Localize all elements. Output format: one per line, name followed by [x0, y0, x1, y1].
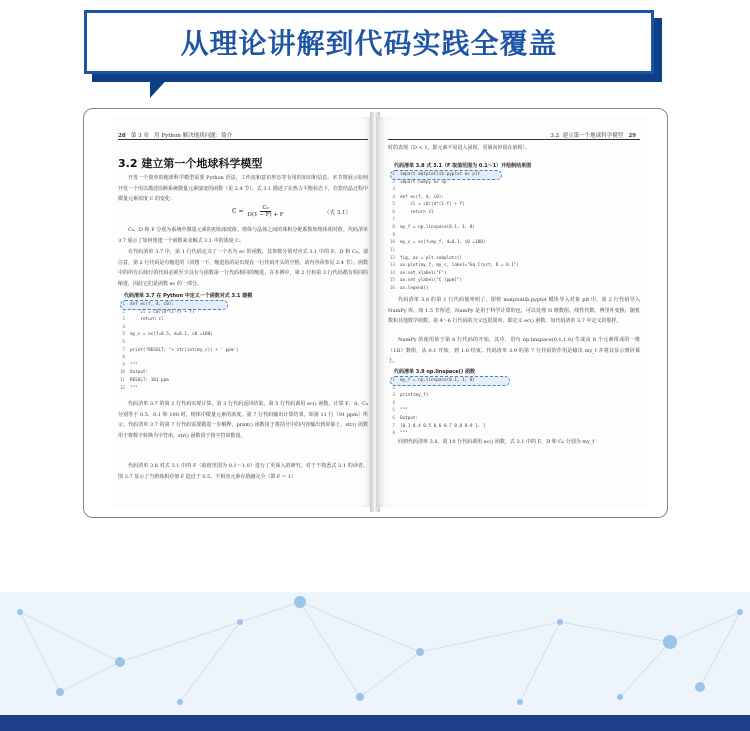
code-line — [118, 362, 358, 370]
left-header-rule — [118, 139, 368, 140]
code-line-text: ax.set_xlabel("F") — [400, 270, 447, 276]
formula-denominator: D(1 − F) + F — [247, 212, 284, 218]
code-line-text: my_f = np.linspace(0.1, 1, 8) — [400, 378, 476, 383]
code-line-number: 2 — [122, 309, 125, 315]
code-line — [118, 301, 358, 309]
code-line — [388, 186, 638, 194]
code-listing-3-8 — [388, 171, 638, 293]
banner-tail — [150, 74, 172, 98]
code-line-text: [0.1 0.4 0.5 0.6 0.7 0.8 0.9 1. ] — [400, 423, 486, 429]
code-line-text: def ec(f, d, c0): — [130, 302, 174, 307]
code-line — [118, 324, 358, 332]
code-line-text: Output: — [130, 370, 149, 376]
code-line — [118, 354, 358, 362]
code-line-text: ax.plot(my_f, my_c, label="Eq Cryst, D = 0.1") — [400, 263, 519, 269]
code-listing-3-9 — [388, 377, 638, 438]
left-paragraph-2: C₀、D 和 F 分别为系统中微量元素的初始浓度值、熔体与晶体之间的体积分配系数和熔体相对值。代码清单 3.7 展示了如何创建一个函数来求解式 3.1 中的浓度 C。 — [118, 227, 368, 244]
code-line-text: cl = c0/(d*(1-f) + f) — [130, 309, 195, 315]
code-line-text: """ — [130, 362, 138, 368]
code-line — [118, 309, 358, 317]
banner-title: 从理论讲解到代码实践全覆盖 — [180, 27, 558, 60]
code-line-number: 7 — [392, 217, 395, 223]
formula-label: （式 3.1） — [324, 210, 351, 216]
code-line-text: fig, ax = plt.subplots() — [400, 255, 463, 261]
code-line — [388, 232, 638, 240]
code-line — [388, 407, 638, 415]
code-line — [388, 194, 638, 202]
left-page-number: 28 — [118, 133, 126, 139]
right-page — [376, 117, 646, 507]
code-line — [388, 392, 638, 400]
code-line-text: RESULT: 181 ppm — [130, 377, 169, 383]
code-line-text: print(my_f) — [400, 393, 429, 399]
code-line-text: import numpy as np — [400, 179, 447, 185]
code-line-text: """ — [400, 408, 408, 414]
code-line-number: 7 — [122, 347, 125, 353]
right-section-title: 建立第一个地球科学模型 — [562, 133, 624, 139]
right-header-rule — [388, 139, 640, 140]
code-line — [388, 415, 638, 423]
code-line-text: def ec(f, d, c0): — [400, 194, 444, 200]
code-line — [388, 217, 638, 225]
code-line — [118, 347, 358, 355]
code-caption-3-8: 代码清单 3.8 式 3.1（F 取值范围为 0.1～1）并绘制结果图 — [394, 163, 532, 169]
decorative-network-background — [0, 592, 750, 715]
code-line-number: 5 — [122, 332, 125, 338]
right-paragraph-1: 时的表现（D < 1，即元素不易进入固相，更倾向停留在液相）。 — [388, 145, 531, 151]
code-line-number: 12 — [389, 255, 395, 261]
code-line — [388, 209, 638, 217]
code-line-number: 1 — [122, 302, 125, 307]
code-line — [388, 423, 638, 431]
code-line-text: """ — [400, 431, 408, 437]
code-listing-3-7 — [118, 301, 358, 392]
code-line-number: 3 — [122, 317, 125, 323]
code-line-number: 13 — [389, 263, 395, 269]
code-line-number: 3 — [392, 393, 395, 399]
left-paragraph-5: 代码清单 3.8 对式 3.1 中的 F（取值范围为 0.1～1.0）进行了更深入的研究。对于不熟悉式 3.1 的读者，图 3.7 显示了当熔体相对值 F 趋近于 0.5，不相容元素在熔融完全（即 F = 1） — [118, 463, 368, 480]
code-caption-3-7: 代码清单 3.7 在 Python 中定义一个函数对式 3.1 建模 — [124, 293, 253, 299]
formula-lhs: C = — [232, 208, 244, 215]
code-line — [388, 201, 638, 209]
code-line-text: my_c = ec(f=my_f, d=0.1, c0 =100) — [400, 240, 486, 246]
code-line-number: 6 — [392, 415, 395, 421]
code-line-text: Output: — [400, 415, 419, 421]
left-book-title: 用 Python 解决地质问题：简介 — [154, 133, 233, 139]
code-line-number: 16 — [389, 285, 395, 291]
network-graphic — [0, 592, 750, 715]
code-line-number: 6 — [392, 209, 395, 215]
code-line-number: 15 — [389, 278, 395, 284]
left-page — [112, 117, 374, 507]
code-line-number: 11 — [119, 377, 125, 383]
code-line — [388, 247, 638, 255]
left-paragraph-4: 代码清单 3.7 的第 2 行代码实现计算，第 3 行代码返回结果。第 5 行代码调用 ec() 函数，计算 F、d、C₀ 分别等于 0.5、0.1 和 100 时，熔体中微量元素的浓度。第 7 行代码输出计算结果，如第 11 行（91 ppm）所示。代码清单 3.7 的第 7 行代码需要做进一步解释，print() 函数用于将括号中的内容输出到屏幕上，str() 函数用于将数字转换为字符串，str() 函数用于将字符串数量。 — [118, 401, 368, 439]
code-line-text: print("RESULT: "+ str(int(my_c)) + ' ppm') — [130, 347, 239, 353]
code-line-number: 8 — [392, 431, 395, 437]
code-line — [388, 285, 638, 293]
code-line-number: 1 — [392, 378, 395, 383]
right-page-number: 29 — [628, 133, 636, 139]
code-line — [118, 377, 358, 385]
code-line — [118, 369, 358, 377]
code-line-number: 4 — [392, 400, 395, 406]
code-line-text: my_c = ec(f=0.5, d=0.1, c0 =100) — [130, 332, 213, 338]
formula-3-1 — [232, 205, 284, 218]
right-paragraph-2: 代码清单 3.8 的第 1 行代码簇率明了，即将 matplotlib.pyplot 模块导入对象 plt 中，第 2 行代码导入 NumPy 库。如 1.5 节所述，NumPy 是用于科学计算的包，可以处理 N 维数组、线性代数、傅里叶变换、随机数和其他数学函数。第 4～6 行代码的含义也很简单，即定义 ec() 函数，如代码清单 3.7 中定义的那样。 — [388, 297, 640, 324]
code-line-text: ax.set_ylabel("C [ppm]") — [400, 278, 463, 284]
code-line-number: 14 — [389, 270, 395, 276]
code-line-text: return cl — [130, 317, 164, 323]
code-line — [118, 339, 358, 347]
code-line-text: cl = c0/(d*(1-f) + f) — [400, 202, 465, 208]
formula-fraction — [248, 205, 284, 218]
code-line-text: my_f = np.linspace(0.1, 1, 8) — [400, 225, 476, 231]
code-line — [388, 179, 638, 187]
code-line-number: 3 — [392, 187, 395, 193]
code-line — [118, 385, 358, 393]
right-paragraph-3: NumPy 的使用始于第 8 行代码的开始，其中，语句 np.linspace(0.1,1.0) 生成由 8 个元素组成的一维（1D）数组，从 0.1 开始，到 1.0 结束。代码清单 3.9 的第 7 行代码的作用是输出 my_f 并将其显示到屏幕上。 — [388, 337, 640, 364]
code-line — [388, 400, 638, 408]
header-banner — [84, 10, 654, 74]
code-line-text: """ — [130, 385, 138, 391]
code-line — [388, 262, 638, 270]
code-line-number: 4 — [122, 324, 125, 330]
code-line-number: 8 — [122, 355, 125, 361]
code-line-number: 1 — [392, 172, 395, 177]
code-line-number: 8 — [392, 225, 395, 231]
code-line-number: 2 — [392, 179, 395, 185]
code-line — [388, 385, 638, 393]
code-line-number: 10 — [119, 370, 125, 376]
code-line-text: ax.legend() — [400, 285, 429, 291]
code-line-number: 5 — [392, 202, 395, 208]
code-caption-3-9: 代码清单 3.9 np.linspace() 函数 — [394, 369, 475, 375]
code-line — [388, 277, 638, 285]
code-line-number: 5 — [392, 408, 395, 414]
code-line — [388, 171, 638, 179]
bottom-bar — [0, 715, 750, 731]
right-section-number: 3.2 — [550, 133, 560, 139]
code-line-number: 11 — [389, 247, 395, 253]
right-running-head — [550, 131, 636, 139]
code-line — [118, 316, 358, 324]
code-line-number: 7 — [392, 423, 395, 429]
code-line-number: 12 — [119, 385, 125, 391]
code-line — [388, 224, 638, 232]
section-title: 3.2 建立第一个地球科学模型 — [118, 157, 263, 170]
left-running-head — [118, 131, 232, 139]
code-line-number: 2 — [392, 385, 395, 391]
code-line-number: 9 — [392, 232, 395, 238]
formula-numerator: C₀ — [262, 205, 269, 211]
code-line-text: import matplotlib.pyplot as plt — [400, 172, 481, 177]
code-line — [388, 377, 638, 385]
left-chapter-label: 第 3 章 — [130, 133, 149, 139]
code-line — [118, 331, 358, 339]
left-paragraph-3: 在代码清单 3.7 中，第 1 行代码定义了一个名为 ec 的函数，其参数分别对应式 3.1 中的 F、D 和 C₀。请注意，第 2 行代码是有缩进的（回想一下，缩进指的是出现在一行代码开头的空格，请内容回参见 2.4 节）。函数中的所有后续行的代码必须至少具有与函数第一行代码相同的缩进。在本例中，第 2 行和第 3 行代码都有相同的缩进，因此它们是函数 ec 的一部分。 — [118, 249, 368, 287]
code-line-number: 6 — [122, 339, 125, 345]
code-line — [388, 239, 638, 247]
code-line-number: 4 — [392, 194, 395, 200]
code-line — [388, 255, 638, 263]
code-line — [388, 270, 638, 278]
left-paragraph-1: 开发一个简单的地球科学模型需要 Python 语法、工作流和意识形态等有用的知识和信息。本节将展示如何开发一个用以描述诊断系统微量元素演变的函数（见 2.4 节）。式 3.1 描述了在热力平衡状态下，岩浆结晶过程中微量元素浓度 C 的变化： — [118, 175, 368, 202]
code-line-number: 9 — [122, 362, 125, 368]
right-paragraph-4: 回到代码清单 3.8，第 10 行代码调用 ec() 函数，式 3.1 中的 F、D 和 C₀ 分别为 my_f — [398, 439, 595, 445]
code-line-number: 10 — [389, 240, 395, 246]
code-line-text: return cl — [400, 209, 434, 215]
